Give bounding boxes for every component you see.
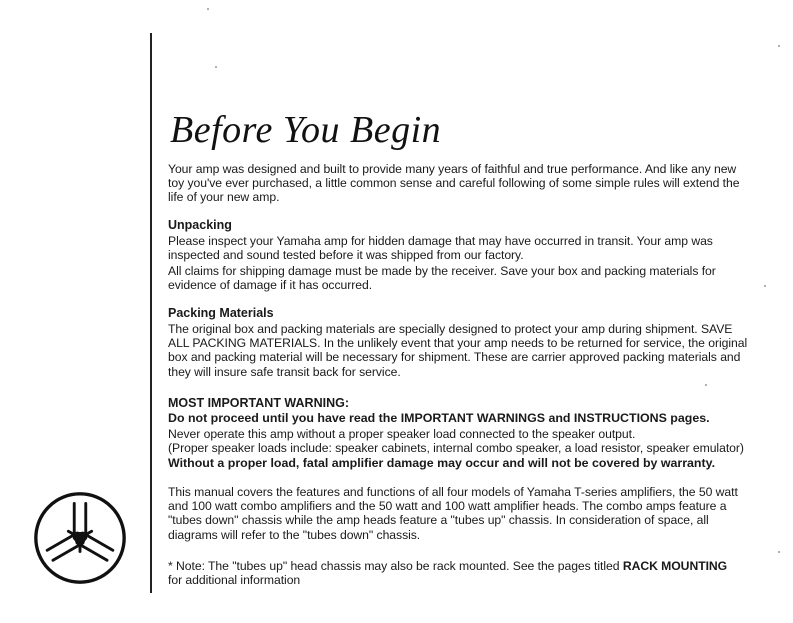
unpacking-paragraph-1: Please inspect your Yamaha amp for hidden damage that may have occurred in transit. Your amp was inspected and sound tested before it was shipped from our factory. — [168, 234, 713, 263]
packing-heading: Packing Materials — [168, 306, 274, 320]
unpacking-paragraph-2: All claims for shipping damage must be made by the receiver. Save your box and packing materials for evidence of damage if it has occurred. — [168, 264, 716, 293]
warning-line-3: (Proper speaker loads include: speaker cabinets, internal combo speaker, a load resistor, speaker emulator) — [168, 441, 744, 455]
packing-paragraph: The original box and packing materials are specially designed to protect your amp during shipment. SAVE ALL PACKING MATERIALS. In the unlikely event that your amp needs to be returned for service, the original box and packing material will be necessary for shipment. These are carrier approved packing materials and they will insure safe transit back for service. — [168, 322, 748, 379]
scan-speck — [778, 45, 780, 47]
scan-speck — [705, 384, 707, 386]
note-paragraph — [168, 559, 753, 587]
unpacking-heading: Unpacking — [168, 218, 232, 232]
scan-speck — [215, 66, 217, 68]
manual-paragraph: This manual covers the features and functions of all four models of Yamaha T-series amplifiers, the 50 watt and 100 watt combo amplifiers and the 50 watt and 100 watt amplifier heads. The combo amps feature a "tubes down" chassis while the amp heads feature a "tubes up" chassis. In consideration of space, all diagrams will refer to the "tubes down" chassis. — [168, 485, 738, 542]
page-title: Before You Begin — [170, 109, 442, 151]
note-suffix: for additional information — [168, 573, 301, 588]
margin-rule — [150, 33, 152, 593]
scan-speck — [778, 551, 780, 553]
scan-speck — [764, 285, 766, 287]
yamaha-tuning-fork-logo-icon — [32, 490, 128, 586]
warning-line-1: Do not proceed until you have read the IMPORTANT WARNINGS and INSTRUCTIONS pages. — [168, 411, 710, 425]
scan-speck — [207, 8, 209, 10]
intro-paragraph: Your amp was designed and built to provide many years of faithful and true performance. And like any new toy you've ever purchased, a little common sense and careful following of some simple rules will extend the life of your new amp. — [168, 162, 740, 205]
warning-line-2: Never operate this amp without a proper speaker load connected to the speaker output. — [168, 427, 636, 441]
warning-line-4: Without a proper load, fatal amplifier damage may occur and will not be covered by warranty. — [168, 456, 716, 470]
note-emphasis: RACK MOUNTING — [622, 559, 728, 573]
note-prefix: * Note: The "tubes up" head chassis may also be rack mounted. See the pages titled — [168, 559, 623, 573]
warning-heading: MOST IMPORTANT WARNING: — [168, 396, 349, 410]
